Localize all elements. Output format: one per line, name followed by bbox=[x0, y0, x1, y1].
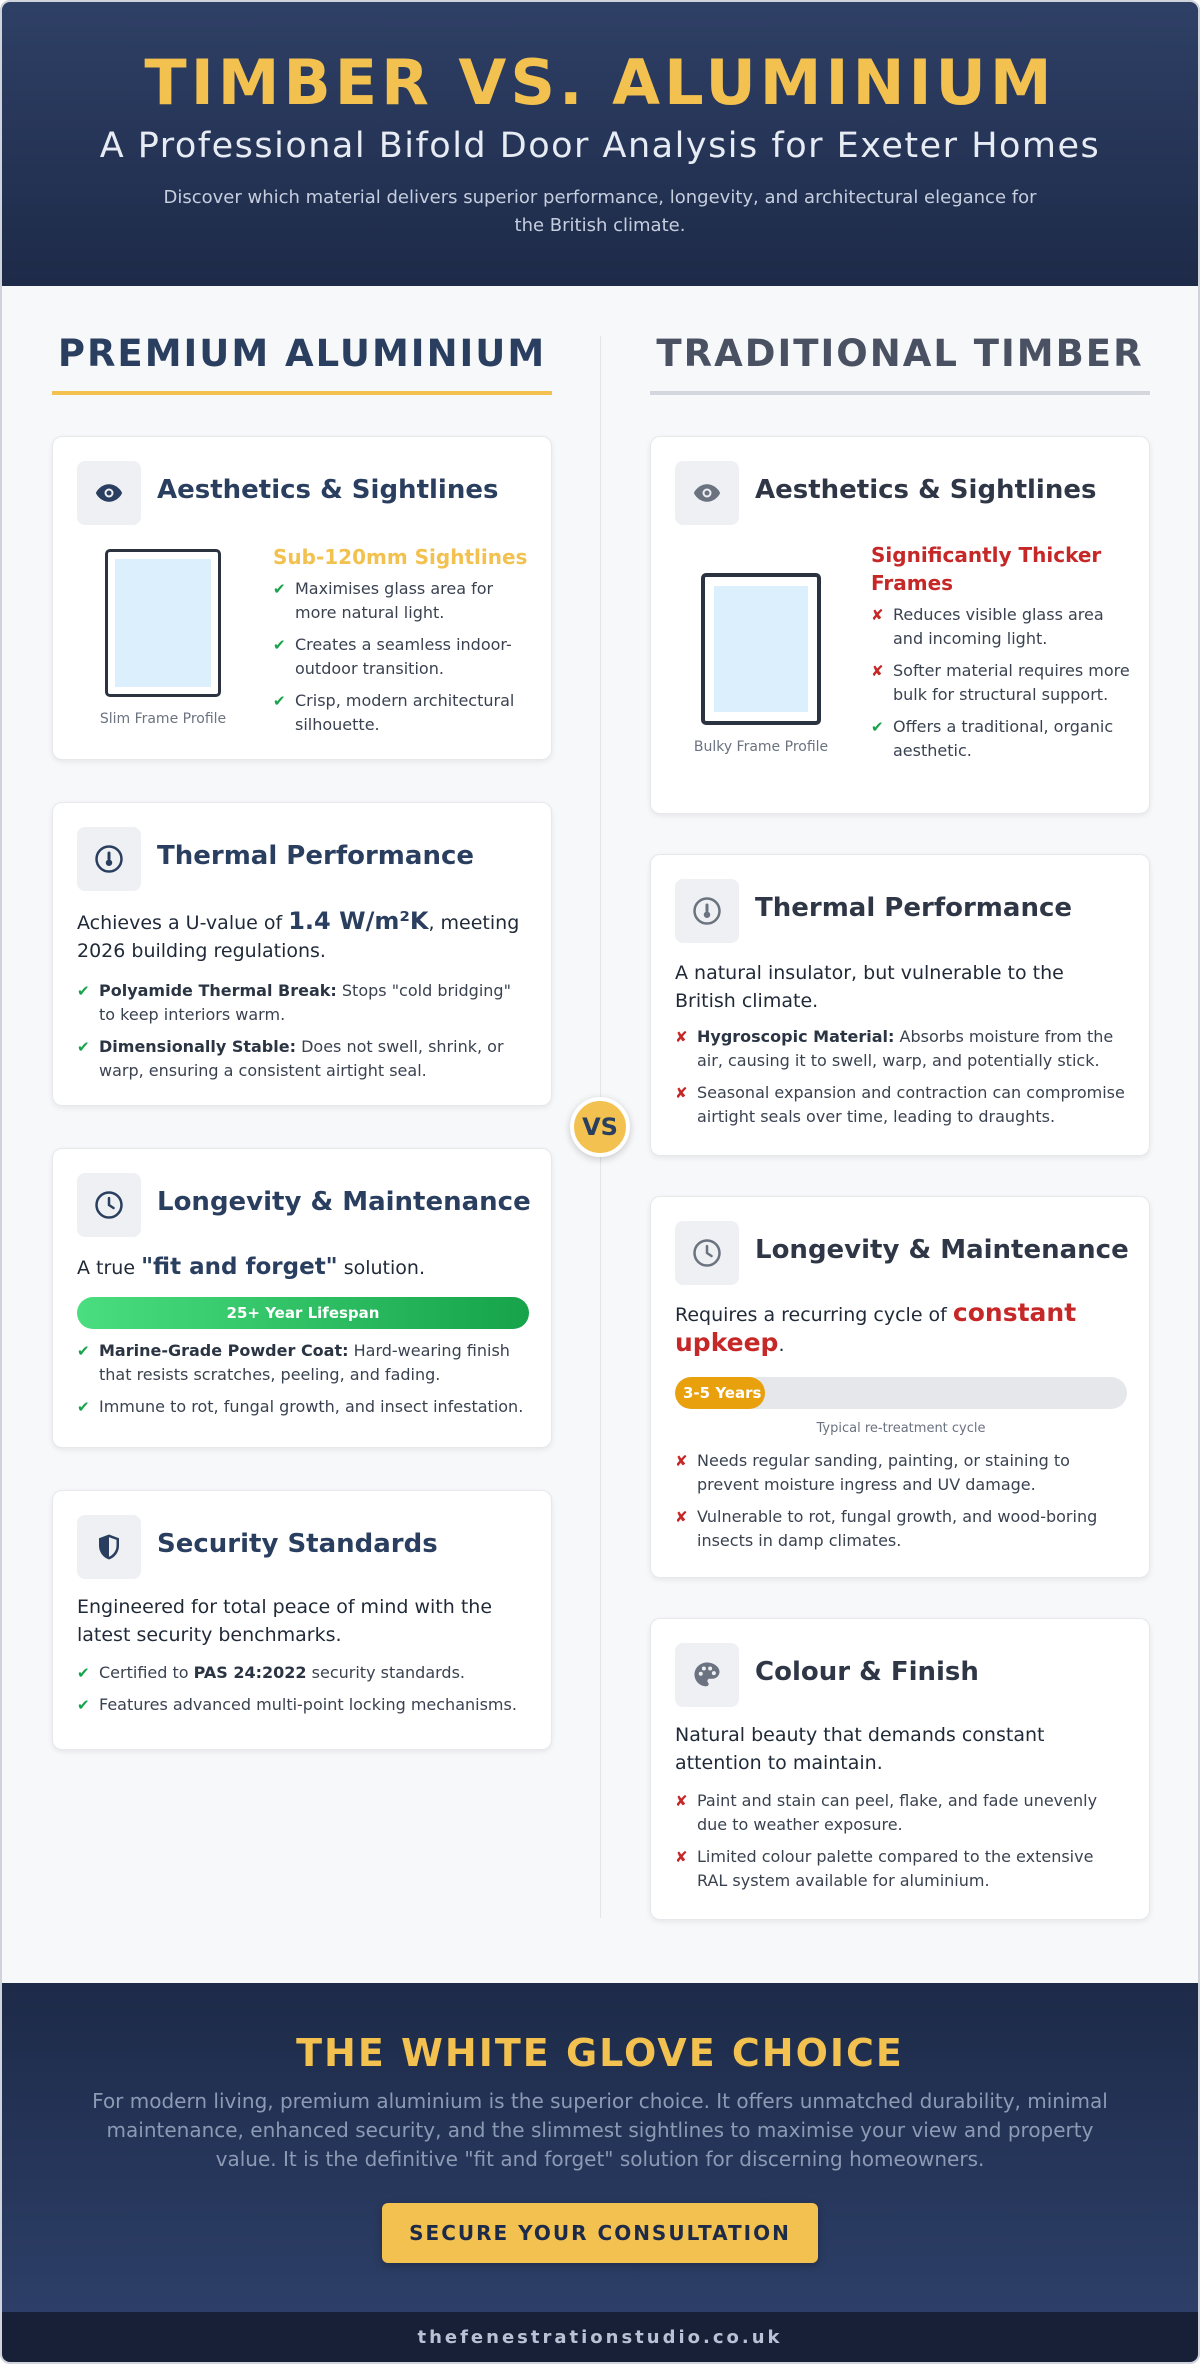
list-item: ✔ Marine-Grade Powder Coat: Hard-wearing finish that resists scratches, peeling, and fading. bbox=[77, 1341, 510, 1384]
thermal-benefit-list bbox=[77, 979, 527, 1091]
u-value: 1.4 W/m²K bbox=[288, 907, 429, 935]
cta-section bbox=[2, 1983, 1198, 2312]
bulky-frame-illustration bbox=[701, 573, 821, 725]
cross-icon: ✘ bbox=[675, 1084, 688, 1102]
timber-aesthetics-card bbox=[650, 436, 1150, 814]
hero-header bbox=[2, 2, 1198, 286]
aluminium-thermal-card bbox=[52, 802, 552, 1106]
frames-heading: Significantly Thicker Frames bbox=[871, 543, 1102, 595]
list-item: ✘ Paint and stain can peel, flake, and fade unevenly due to weather exposure. bbox=[675, 1791, 1098, 1834]
cross-icon: ✘ bbox=[675, 1848, 688, 1866]
card-title: Aesthetics & Sightlines bbox=[755, 475, 1097, 505]
aluminium-aesthetics-card bbox=[52, 436, 552, 760]
check-icon: ✔ bbox=[77, 982, 90, 1000]
cross-icon: ✘ bbox=[675, 1792, 688, 1810]
check-icon: ✔ bbox=[77, 1038, 90, 1056]
frame-caption: Slim Frame Profile bbox=[99, 711, 227, 727]
thermometer-icon bbox=[77, 827, 141, 891]
timber-column-heading: TRADITIONAL TIMBER bbox=[656, 332, 1144, 375]
cross-icon: ✘ bbox=[675, 1028, 688, 1046]
list-item: ✔ Immune to rot, fungal growth, and insect infestation. bbox=[77, 1395, 527, 1419]
check-icon: ✔ bbox=[77, 1398, 90, 1416]
list-item: ✔ Offers a traditional, organic aesthetic. bbox=[871, 717, 1114, 760]
thermometer-icon bbox=[675, 879, 739, 943]
cta-text: For modern living, premium aluminium is the superior choice. It offers unmatched durability, minimal maintenance, enhanced security, and the slimmest sightlines to maximise your view and property value. It is the definitive "fit and forget" solution for discerning homeowners. bbox=[92, 2089, 1108, 2171]
list-item: ✘ Vulnerable to rot, fungal growth, and wood-boring insects in damp climates. bbox=[675, 1507, 1098, 1550]
palette-icon bbox=[675, 1643, 739, 1707]
list-item: ✔ Dimensionally Stable: Does not swell, shrink, or warp, ensuring a consistent airtight seal. bbox=[77, 1037, 504, 1080]
retreatment-bar-fill: 3-5 Years bbox=[675, 1377, 765, 1409]
retreatment-bar bbox=[675, 1377, 1127, 1409]
glass-pane bbox=[714, 586, 808, 712]
card-title: Thermal Performance bbox=[755, 893, 1073, 923]
longevity-benefit-list bbox=[77, 1339, 527, 1427]
page-title: TIMBER VS. ALUMINIUM bbox=[144, 46, 1056, 119]
list-item: ✔ Crisp, modern architectural silhouette. bbox=[273, 691, 515, 734]
list-item: ✔ Polyamide Thermal Break: Stops "cold bridging" to keep interiors warm. bbox=[77, 981, 511, 1024]
thermal-lead: A natural insulator, but vulnerable to the British climate. bbox=[675, 962, 1064, 1012]
longevity-lead: Requires a recurring cycle of constant upkeep. bbox=[675, 1298, 1077, 1357]
card-title: Security Standards bbox=[157, 1529, 438, 1559]
list-item: ✔ Maximises glass area for more natural light. bbox=[273, 579, 494, 622]
card-title: Aesthetics & Sightlines bbox=[157, 475, 499, 505]
thermal-drawback-list bbox=[675, 1025, 1127, 1137]
site-url[interactable]: thefenestrationstudio.co.uk bbox=[2, 2312, 1198, 2364]
card-title: Longevity & Maintenance bbox=[755, 1235, 1129, 1265]
check-icon: ✔ bbox=[77, 1342, 90, 1360]
security-lead: Engineered for total peace of mind with the latest security benchmarks. bbox=[77, 1596, 493, 1646]
longevity-drawback-list bbox=[675, 1449, 1127, 1561]
cross-icon: ✘ bbox=[675, 1508, 688, 1526]
list-item: ✘ Hygroscopic Material: Absorbs moisture from the air, causing it to swell, warp, and potentially stick. bbox=[675, 1027, 1114, 1070]
list-item: ✘ Seasonal expansion and contraction can compromise airtight seals over time, leading to draughts. bbox=[675, 1083, 1125, 1126]
cross-icon: ✘ bbox=[675, 1452, 688, 1470]
list-item: ✔ Certified to PAS 24:2022 security standards. bbox=[77, 1661, 527, 1685]
timber-heading-underline bbox=[650, 391, 1150, 395]
list-item: ✘ Softer material requires more bulk for structural support. bbox=[871, 661, 1130, 704]
aluminium-longevity-card bbox=[52, 1148, 552, 1448]
check-icon: ✔ bbox=[273, 692, 286, 710]
eye-icon bbox=[675, 461, 739, 525]
aesthetics-drawback-list bbox=[871, 603, 1133, 771]
aluminium-security-card bbox=[52, 1490, 552, 1750]
card-title: Thermal Performance bbox=[157, 841, 475, 871]
check-icon: ✔ bbox=[273, 580, 286, 598]
lifespan-bar: 25+ Year Lifespan bbox=[77, 1297, 529, 1329]
check-icon: ✔ bbox=[273, 636, 286, 654]
secure-consultation-button[interactable]: SECURE YOUR CONSULTATION bbox=[382, 2203, 818, 2263]
list-item: ✔ Creates a seamless indoor-outdoor transition. bbox=[273, 635, 512, 678]
shield-icon bbox=[77, 1515, 141, 1579]
cross-icon: ✘ bbox=[871, 606, 884, 624]
sightlines-heading: Sub-120mm Sightlines bbox=[273, 545, 528, 569]
retreatment-caption: Typical re-treatment cycle bbox=[816, 1421, 986, 1436]
frame-caption: Bulky Frame Profile bbox=[693, 739, 829, 755]
list-item: ✘ Reduces visible glass area and incoming light. bbox=[871, 605, 1104, 648]
vs-badge: VS bbox=[570, 1097, 630, 1157]
aesthetics-benefit-list bbox=[273, 577, 535, 745]
list-item: ✘ Needs regular sanding, painting, or staining to prevent moisture ingress and UV damage. bbox=[675, 1451, 1070, 1494]
aluminium-column-heading: PREMIUM ALUMINIUM bbox=[57, 332, 547, 375]
check-icon: ✔ bbox=[77, 1696, 90, 1714]
cross-icon: ✘ bbox=[871, 662, 884, 680]
colour-lead: Natural beauty that demands constant attention to maintain. bbox=[675, 1724, 1045, 1774]
timber-thermal-card bbox=[650, 854, 1150, 1156]
colour-drawback-list bbox=[675, 1789, 1127, 1901]
check-icon: ✔ bbox=[871, 718, 884, 736]
list-item: ✔ Features advanced multi-point locking mechanisms. bbox=[77, 1693, 527, 1717]
card-title: Longevity & Maintenance bbox=[157, 1187, 531, 1217]
cta-title: THE WHITE GLOVE CHOICE bbox=[296, 2031, 904, 2075]
security-benefit-list bbox=[77, 1661, 527, 1725]
eye-icon bbox=[77, 461, 141, 525]
hero-description: Discover which material delivers superior performance, longevity, and architectural elegance for the British climate. bbox=[163, 187, 1037, 236]
check-icon: ✔ bbox=[77, 1664, 90, 1682]
aluminium-heading-underline bbox=[52, 391, 552, 395]
page-subtitle: A Professional Bifold Door Analysis for Exeter Homes bbox=[99, 126, 1101, 166]
timber-longevity-card bbox=[650, 1196, 1150, 1578]
clock-icon bbox=[77, 1173, 141, 1237]
list-item: ✘ Limited colour palette compared to the extensive RAL system available for aluminium. bbox=[675, 1847, 1094, 1890]
clock-icon bbox=[675, 1221, 739, 1285]
slim-frame-illustration bbox=[105, 549, 221, 697]
timber-colour-card bbox=[650, 1618, 1150, 1920]
thermal-lead: Achieves a U-value of 1.4 W/m²K, meeting 2026 building regulations. bbox=[77, 907, 520, 962]
glass-pane bbox=[115, 559, 211, 687]
card-title: Colour & Finish bbox=[755, 1657, 979, 1687]
longevity-lead: A true "fit and forget" solution. bbox=[77, 1254, 425, 1280]
